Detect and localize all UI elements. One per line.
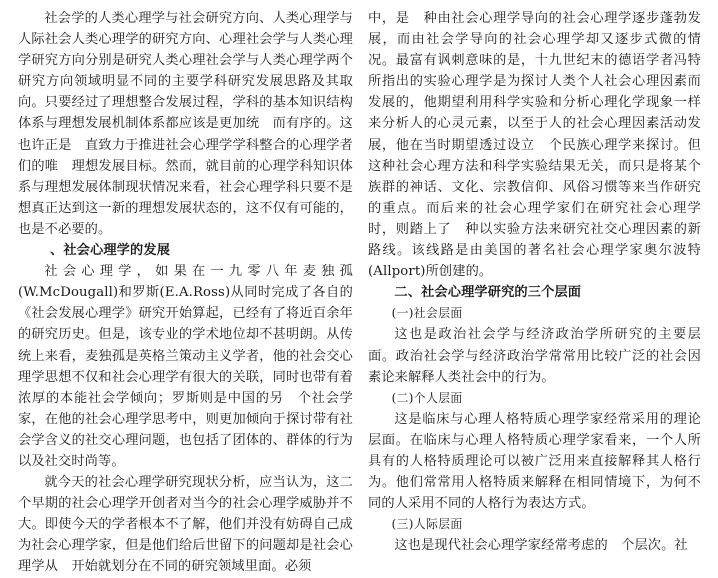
subsection-heading: (一)社会层面 (391, 306, 463, 321)
paragraph: 这也是政治社会学与经济政治学所研究的主要层面。政治社会学与经济政治学常常用比较广泛的社会因素论来解释人类社会中的行为。 (368, 327, 701, 385)
section-heading: 、社会心理学的发展 (50, 243, 171, 259)
paragraph: 社会学的人类心理学与社会研究方向、人类心理学与人际社会人类心理学的研究方向、心理社会学与人类心理学研究方向分别是研究人类心理社会学与人类心理学两个研究方向领域明显不同的主要学科研究发展思路及其取向。只要经过了理想整合发展过程，学科的基本知识结构体系与理想发展机制体系都应该是更加统 而有序的。这也许正是 直致力于推进社会心理学学科整合的心理学者们的唯 理想发展目标。然而，就目前的心理学科知识体系与理想发展体制现状情况来看，社会心理学科只要不是想真正达到这一新的理想发展状态的，这不仅有可能的，也是不必要的。 (18, 11, 353, 237)
paragraph: 社会心理学，如果在一九零八年麦独孤(W.McDougall)和罗斯(E.A.Ross)从同时完成了各自的《社会发展心理学》研究开始算起，已经有了将近百余年的研究历史。但是，该专业的学术地位却不甚明朗。从传统上来看，麦独孤是英格兰策动主义学者，他的社会交心理学思想不仅和社会心理学有很大的关联，同时也带有着浓厚的本能社会学倾向；罗斯则是中国的另 个社会学家，在他的社会心理学思考中，则更加倾向于探讨带有社会学含义的社交心理问题，也包括了团体的、群体的行为以及社交时尚等。 (18, 264, 353, 469)
subsection-heading: (二)个人层面 (391, 390, 463, 405)
right-column (368, 8, 701, 556)
paragraph: 就今天的社会心理学研究现状分析，应当认为，这二个早期的社会心理学开创者对当今的社会心理学威胁并不大。即使今天的学者根本不了解，他们并没有妨碍自己成为社会心理学家，但是他们给后世留下的问题却是社会心理学从 开始就划分在不同的研究领域里面。必须 (18, 475, 353, 575)
paragraph: 这是临床与心理人格特质心理学家经常采用的理论层面。在临床与心理人格特质心理学家看来，一个人所具有的人格特质理论可以被广泛用来直接解释其人格行为。他们常常用人格特质来解释在相同情境下，为何不同的人采用不同的人格行为表达方式。 (368, 411, 701, 512)
paragraph: 中，是 种由社会心理学导向的社会心理学逐步蓬勃发展，而由社会学导向的社会心理学却又逐步式微的情况。最富有讽刺意味的是，十九世纪末的德语学者冯特所指出的实验心理学是为探讨人类个人社会心理因素而发展的，他期望利用科学实验和分析心理化学现象一样来分析人的心灵元素，以至于人的社会心理因素活动发展，他在当时期望透过设立 个民族心理学来探讨。但这种社会心理方法和科学实验结果无关，而只是将某个族群的神话、文化、宗教信仰、风俗习惯等来当作研究的重点。而后来的社会心理学家们在研究社会心理学时，则踏上了 种以实验方法来研究社交心理因素的新路线。该线路是由美国的著名社会心理学家奥尔波特(Allport)所创建的。 (368, 11, 701, 280)
subsection-heading: (三)人际层面 (391, 517, 463, 532)
left-column (18, 8, 353, 578)
paragraph: 这也是现代社会心理学家经常考虑的 个层次。社 (394, 538, 688, 554)
section-heading: 二、社会心理学研究的三个层面 (394, 285, 582, 301)
